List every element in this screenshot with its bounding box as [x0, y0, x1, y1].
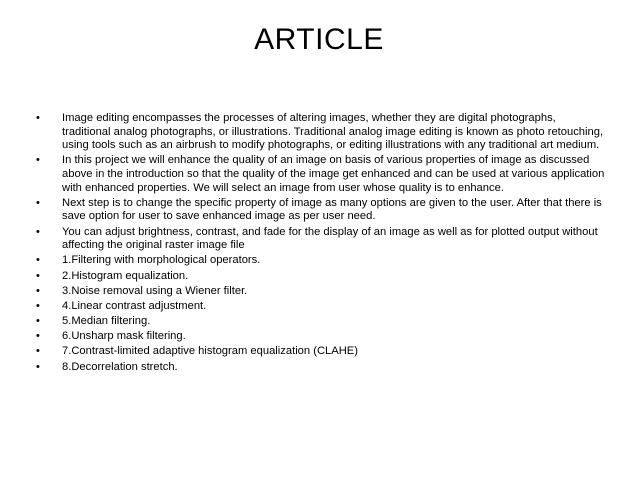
- bullet-icon: •: [36, 345, 40, 358]
- bullet-icon: •: [36, 299, 40, 312]
- bullet-icon: •: [36, 269, 40, 282]
- bullet-icon: •: [36, 330, 40, 343]
- bullet-text: 8.Decorrelation stretch.: [62, 360, 178, 373]
- bullet-text: 6.Unsharp mask filtering.: [62, 330, 186, 343]
- bullet-item: [36, 112, 606, 153]
- bullet-text: 4.Linear contrast adjustment.: [62, 299, 207, 312]
- bullet-item: [36, 154, 606, 195]
- bullet-item: [36, 315, 606, 329]
- bullet-text: 1.Filtering with morphological operators.: [62, 254, 261, 267]
- bullet-icon: •: [36, 284, 40, 297]
- bullet-item: [36, 330, 606, 344]
- bullet-text: 2.Histogram equalization.: [62, 269, 189, 282]
- bullet-text: 5.Median filtering.: [62, 315, 151, 328]
- bullet-icon: •: [36, 154, 40, 167]
- bullet-icon: •: [36, 315, 40, 328]
- bullet-text: 7.Contrast-limited adaptive histogram equalization (CLAHE): [62, 345, 358, 358]
- bullet-list: [36, 112, 606, 376]
- bullet-icon: •: [36, 196, 40, 209]
- bullet-text: In this project we will enhance the quality of an image on basis of various properties of image as discussed above in the introduction so that the quality of the image get enhanced and can be used at various application with enhanced properties. We will select an image from user whose quality is to enhance.: [62, 154, 605, 194]
- bullet-item: [36, 254, 606, 268]
- bullet-icon: •: [36, 225, 40, 238]
- bullet-text: Image editing encompasses the processes of altering images, whether they are digital photographs, traditional analog photographs, or illustrations. Traditional analog image editing is known as photo retouching, using tools such as an airbrush to modify photographs, or editing illustrations with any traditional art medium.: [62, 112, 604, 152]
- bullet-item: [36, 197, 606, 224]
- bullet-text: You can adjust brightness, contrast, and fade for the display of an image as well as for plotted output without affecting the original raster image file: [62, 225, 598, 252]
- bullet-icon: •: [36, 254, 40, 267]
- bullet-item: [36, 285, 606, 299]
- slide-title: ARTICLE: [254, 23, 384, 56]
- bullet-icon: •: [36, 112, 40, 124]
- bullet-item: [36, 300, 606, 314]
- bullet-item: [36, 270, 606, 284]
- bullet-text: Next step is to change the specific property of image as many options are given to the user. After that there is save option for user to save enhanced image as per user need.: [62, 196, 602, 223]
- bullet-icon: •: [36, 360, 40, 373]
- bullet-item: [36, 361, 606, 375]
- bullet-text: 3.Noise removal using a Wiener filter.: [62, 284, 248, 297]
- bullet-item: [36, 345, 606, 359]
- bullet-item: [36, 226, 606, 253]
